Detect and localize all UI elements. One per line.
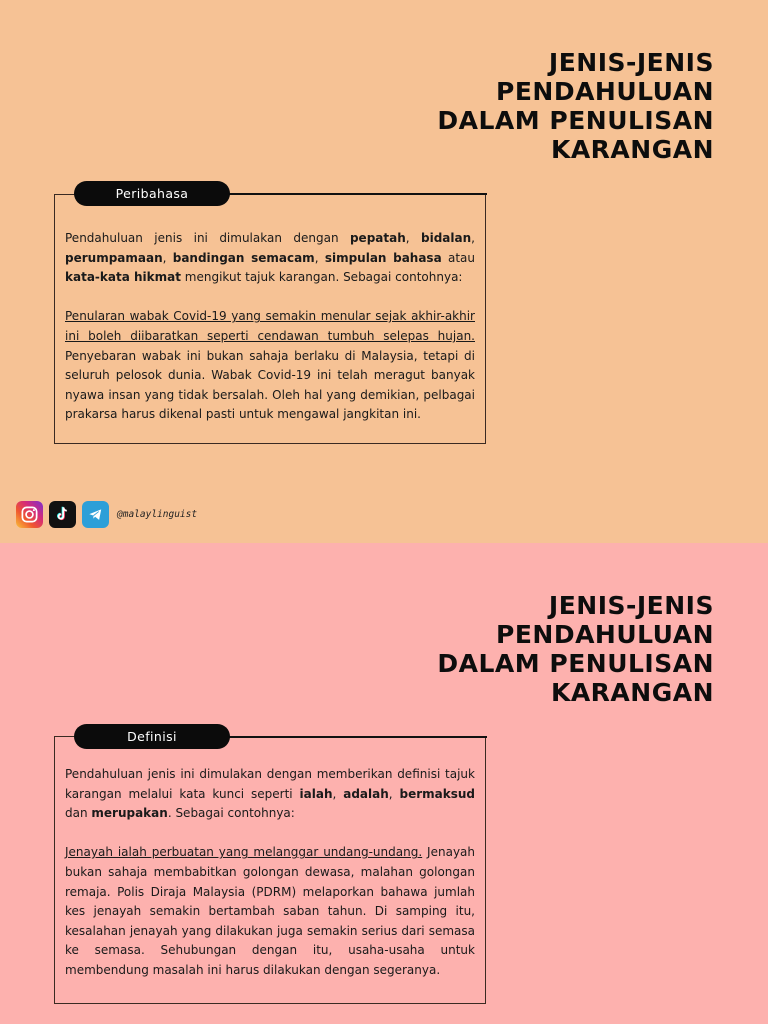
keyword: ialah bbox=[299, 786, 333, 801]
intro-paragraph bbox=[65, 229, 475, 288]
keyword: perumpamaan bbox=[65, 250, 163, 265]
text-segment: mengikut tajuk karangan. Sebagai contohnya: bbox=[180, 270, 463, 285]
keyword: adalah bbox=[343, 786, 389, 801]
title-line: KARANGAN bbox=[550, 678, 714, 707]
tiktok-icon[interactable] bbox=[49, 501, 76, 528]
keyword: simpulan bahasa bbox=[324, 250, 442, 265]
text-segment: , bbox=[314, 250, 325, 265]
text-segment: , bbox=[471, 231, 475, 245]
content-card bbox=[54, 194, 486, 444]
intro-paragraph bbox=[65, 765, 475, 824]
keyword: merupakan bbox=[91, 806, 168, 821]
slide-definisi bbox=[0, 543, 768, 1024]
content-card bbox=[54, 736, 486, 1004]
text-segment: Pendahuluan jenis ini dimulakan dengan memberikan definisi tajuk karangan melalui kata kunci seperti bbox=[65, 767, 475, 801]
text-segment: , bbox=[162, 250, 173, 265]
text-segment: , bbox=[332, 786, 344, 801]
text-segment: Jenayah bukan sahaja membabitkan golongan dewasa, malahan golongan remaja. Polis Diraja Malaysia (PDRM) melaporkan bahawa jumlah kes jenayah semakin bertambah saban tahun. Di samping itu, kesalahan jenayah yang dilakukan juga semakin serius dari semasa ke semasa. Sehubungan dengan itu, usaha-usaha untuk membendung masalah ini harus dilakukan dengan segeranya. bbox=[65, 845, 476, 977]
title-line: JENIS-JENIS bbox=[548, 48, 714, 77]
text-segment: dan bbox=[65, 806, 92, 821]
text-segment: . Sebagai contohnya: bbox=[167, 806, 295, 821]
text-segment: atau bbox=[441, 250, 475, 265]
text-segment: , bbox=[388, 786, 400, 801]
social-handle: @malaylinguist bbox=[117, 508, 198, 520]
text-segment: Pendahuluan jenis ini dimulakan dengan bbox=[65, 231, 350, 245]
text-segment: Penyebaran wabak ini bukan sahaja berlaku di Malaysia, tetapi di seluruh pelosok dunia. Wabak Covid-19 ini telah meragut banyak nyawa insan yang tidak bersalah. Oleh hal yang demikian, pelbagai prakarsa harus dikenal pasti untuk mengawal jangkitan ini. bbox=[65, 348, 475, 422]
example-sentence: Jenayah ialah perbuatan yang melanggar undang-undang. bbox=[65, 845, 423, 860]
telegram-icon[interactable] bbox=[82, 501, 109, 528]
keyword: bandingan semacam bbox=[172, 250, 315, 265]
keyword: bermaksud bbox=[399, 786, 475, 801]
social-bar bbox=[16, 500, 197, 528]
title-line: KARANGAN bbox=[550, 135, 714, 164]
category-tag: Peribahasa bbox=[74, 181, 230, 206]
text-segment: , bbox=[405, 231, 421, 245]
category-tag: Definisi bbox=[74, 724, 230, 749]
slide-title bbox=[437, 48, 714, 164]
keyword: kata-kata hikmat bbox=[65, 270, 181, 285]
title-line: DALAM PENULISAN bbox=[437, 649, 714, 678]
instagram-icon[interactable] bbox=[16, 501, 43, 528]
title-line: JENIS-JENIS bbox=[548, 591, 714, 620]
example-paragraph bbox=[65, 843, 475, 980]
title-line: PENDAHULUAN bbox=[496, 620, 714, 649]
keyword: bidalan bbox=[421, 231, 472, 245]
title-line: DALAM PENULISAN bbox=[437, 106, 714, 135]
keyword: pepatah bbox=[349, 231, 406, 245]
title-line: PENDAHULUAN bbox=[496, 77, 714, 106]
example-sentence: Penularan wabak Covid-19 yang semakin menular sejak akhir-akhir ini boleh diibaratkan seperti cendawan tumbuh selepas hujan. bbox=[65, 309, 475, 343]
card-body bbox=[65, 765, 475, 981]
slide-title bbox=[437, 591, 714, 707]
example-paragraph bbox=[65, 307, 475, 425]
card-body bbox=[65, 229, 475, 425]
